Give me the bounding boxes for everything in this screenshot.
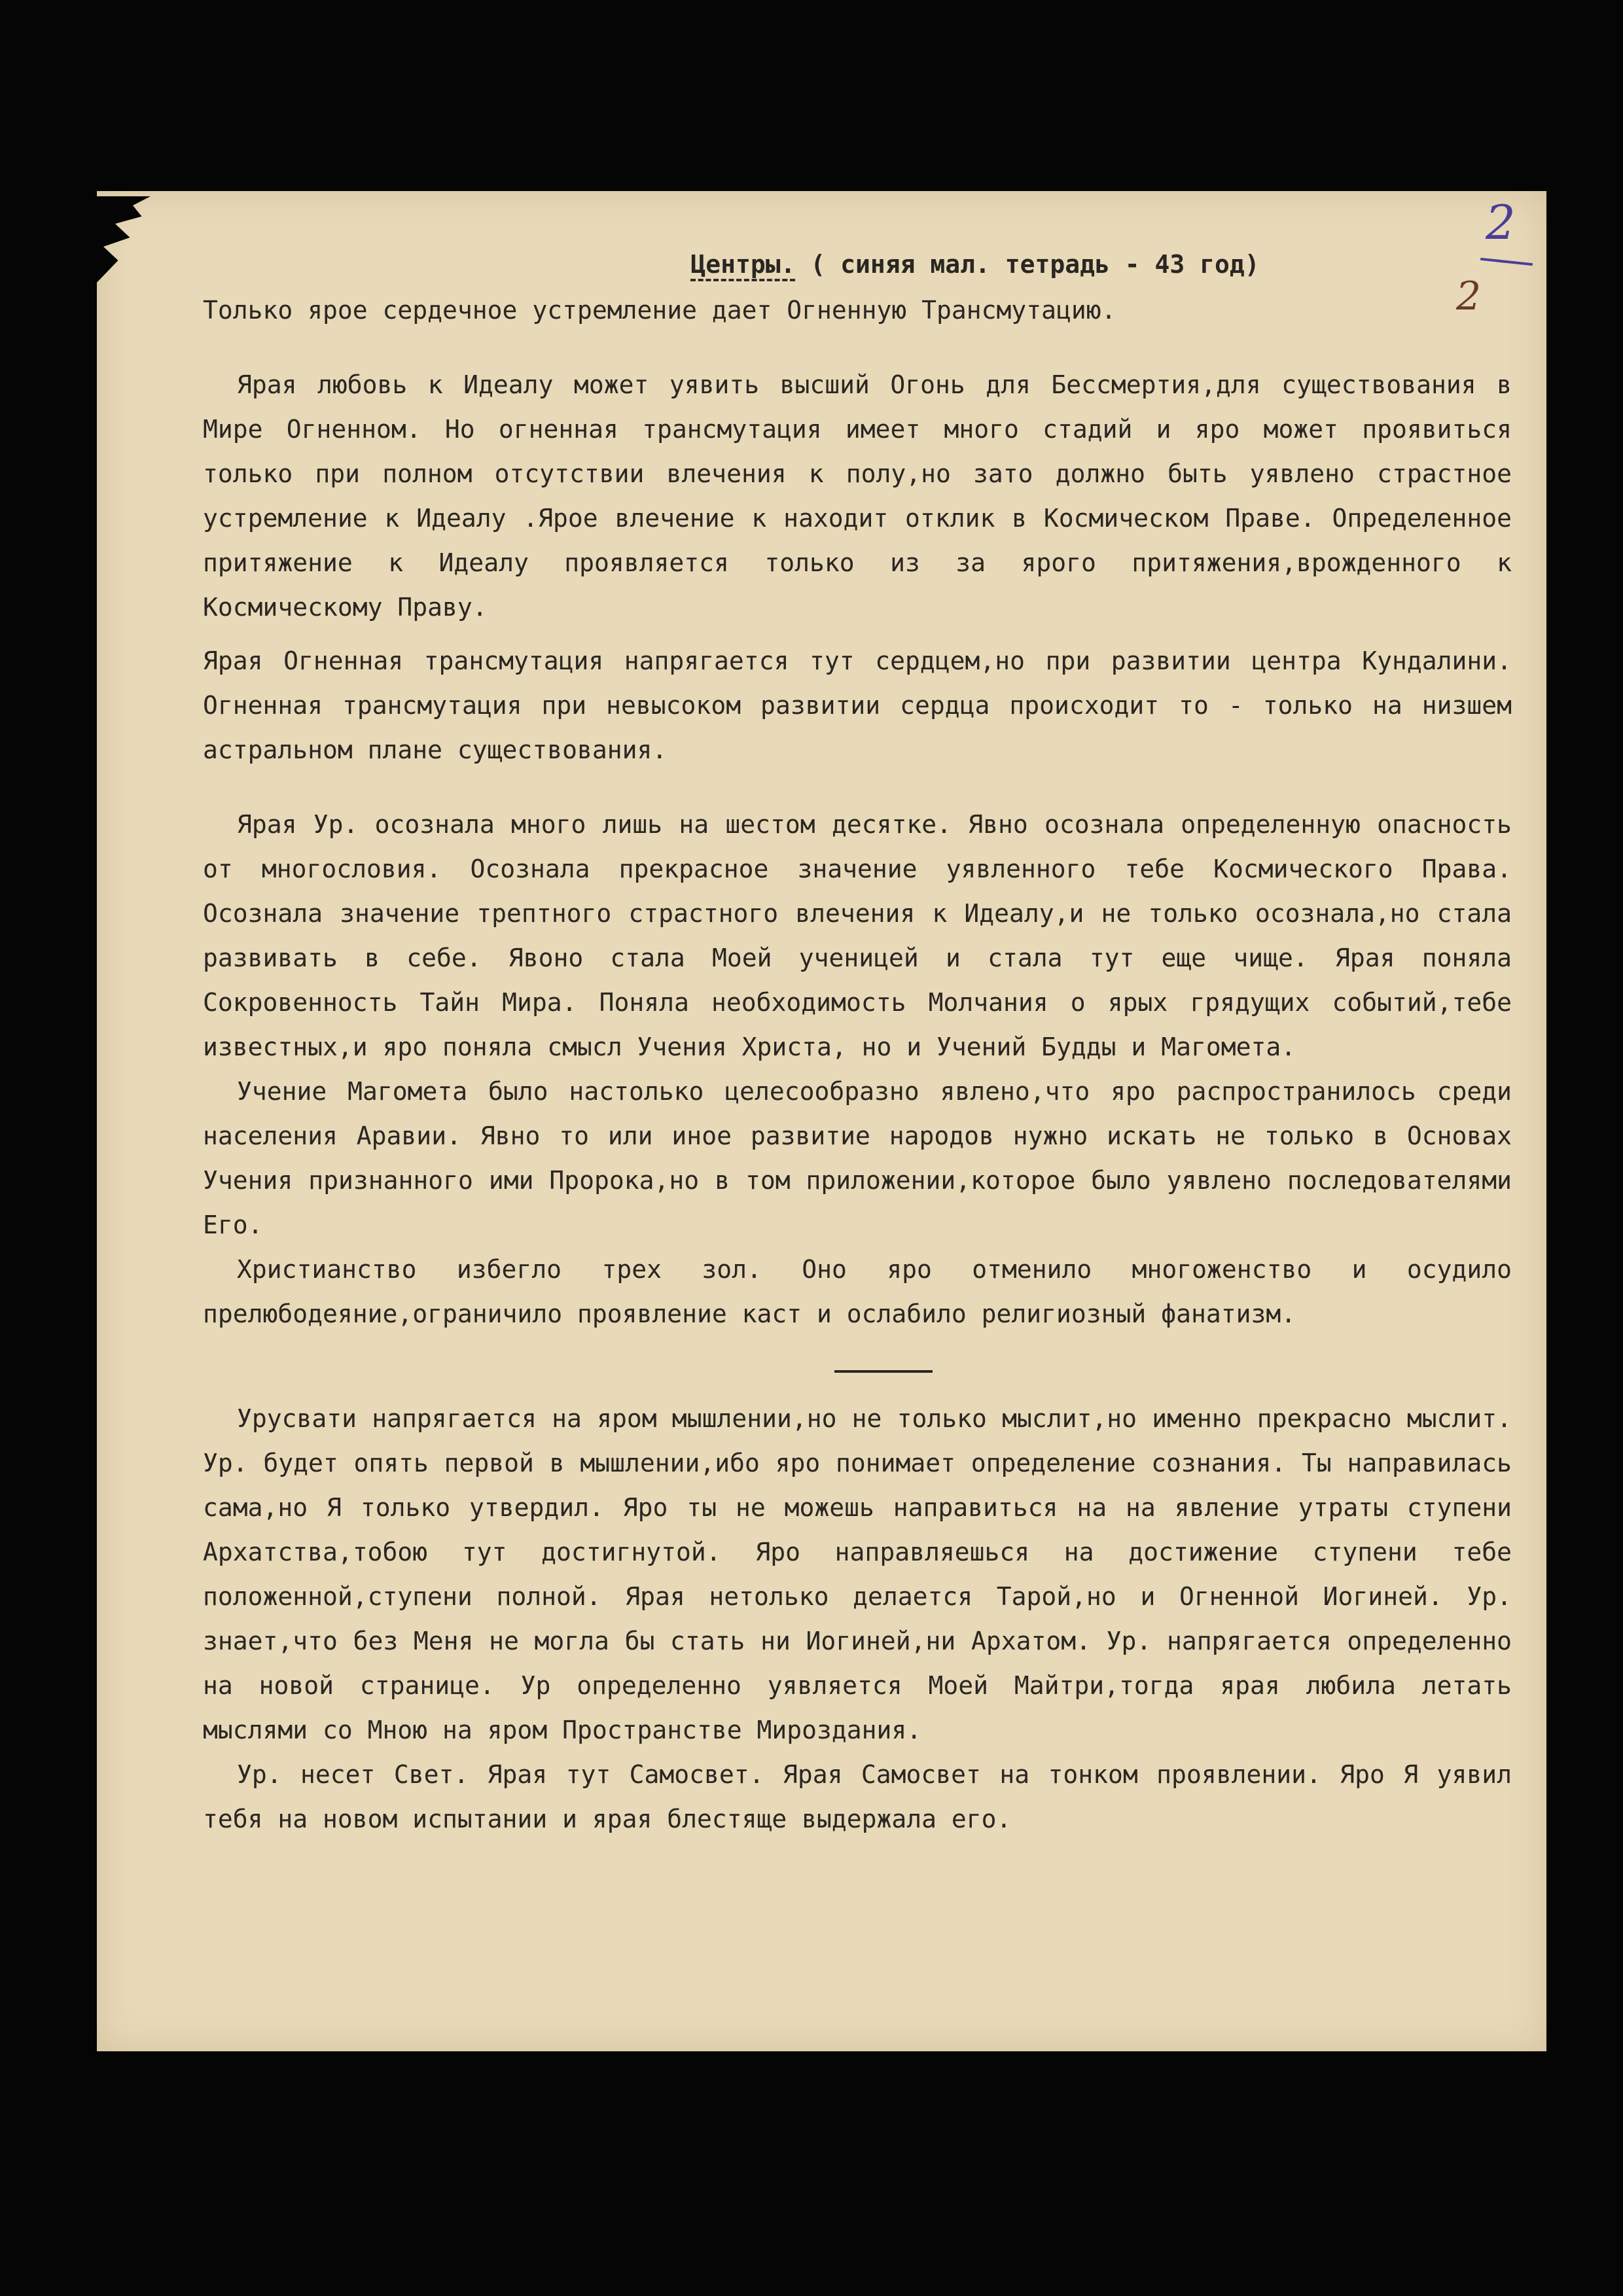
handwritten-page-number: 2 — [1486, 195, 1516, 250]
paragraph-4: Ярая Ур. осознала много лишь на шестом десятке. Явно осознала определенную опасность от многословия. Осознала прекрасное значение уявленного тебе Космического Права. Осознала значение трептного страстного влечения к Идеалу,и не только осознала,но стала развивать в себе. Явоно стала Моей ученицей и стала тут еще чище. Ярая поняла Сокровенность Тайн Мира. Поняла необходимость Молчания о ярых грядущих событий,тебе известных,и яро поняла смысл Учения Христа, но и Учений Будды и Магомета. — [203, 810, 1512, 1061]
typed-page-number: 2 — [1456, 274, 1482, 319]
paragraph-1: Только ярое сердечное устремление дает Огненную Трансмутацию. — [203, 296, 1116, 325]
paragraph-5: Учение Магомета было настолько целесообразно явлено,что яро распространилось среди населения Аравии. Явно то или иное развитие народов нужно искать не только в Основах Учения признанного ими Пророка,но в том приложении,которое было уявлено последователями Его. — [203, 1077, 1512, 1239]
section-separator — [834, 1370, 933, 1373]
paragraph-6: Христианство избегло трех зол. Оно яро отменило многоженство и осудило прелюбодеяние,ограничило проявление каст и ослабило религиозный фанатизм. — [203, 1255, 1512, 1328]
title-rest: ( синяя мал. тетрадь - 43 год) — [795, 250, 1260, 279]
title-main: Центры. — [690, 250, 796, 279]
paragraph-7: Урусвати напрягается на яром мышлении,но не только мыслит,но именно прекрасно мыслит. Ур. будет опять первой в мышлении,ибо яро понимает определение сознания. Ты направилась сама,но Я только утвердил. Яро ты не можешь направиться на на явление утраты ступени Архатства,тобою тут достигнутой. Яро направляешься на достижение ступени тебе положенной,ступени полной. Ярая нетолько делается Тарой,но и Огненной Иогиней. Ур. знает,что без Меня не могла бы стать ни Иогиней,ни Архатом. Ур. напрягается определенно на новой странице. Ур определенно уявляется Моей Майтри,тогда ярая любила летать мыслями со Мною на яром Пространстве Мироздания. — [203, 1404, 1512, 1744]
paragraph-8: Ур. несет Свет. Ярая тут Самосвет. Ярая Самосвет на тонком проявлении. Яро Я уявил тебя на новом испытании и ярая блестяще выдержала его. — [203, 1760, 1512, 1833]
page-title — [203, 242, 1512, 287]
paragraph-2: Ярая любовь к Идеалу может уявить высший Огонь для Бессмертия,для существования в Мире Огненном. Но огненная трансмутация имеет много стадий и яро может проявиться только при полном отсутствии влечения к полу,но зато должно быть уявлено страстное устремление к Идеалу .Ярое влечение к находит отклик в Космическом Праве. Определенное притяжение к Идеалу проявляется только из за ярого притяжения,врожденного к Космическому Праву. — [203, 370, 1512, 622]
paragraph-3: Ярая Огненная трансмутация напрягается тут сердцем,но при развитии центра Кундалини. Огненная трансмутация при невысоком развитии сердца происходит то - только на низшем астральном плане существования. — [203, 646, 1512, 764]
document-body — [203, 242, 1512, 1841]
